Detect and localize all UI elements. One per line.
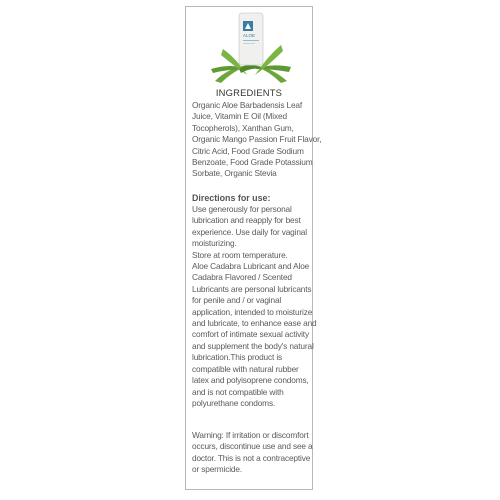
bottle-icon [239, 13, 263, 65]
directions-line: Aloe Cadabra Lubricant and Aloe [192, 261, 310, 272]
product-image [209, 9, 293, 85]
warning-line: doctor. This is not a contraceptive [192, 452, 311, 463]
directions-line: latex and polyisoprene condoms, [192, 375, 309, 386]
directions-line: for penile and / or vaginal [192, 295, 282, 306]
directions-line: and lubricate, to enhance ease and [192, 318, 317, 329]
warning-line: Warning: If irritation or discomfort [192, 430, 309, 440]
directions-line: Use generously for personal [192, 204, 292, 214]
brand-logo-text: ALOE [243, 33, 256, 38]
directions-line: Lubricants are personal lubricants [192, 283, 312, 294]
ingredients-line: Juice, Vitamin E Oil (Mixed [192, 111, 287, 122]
directions-line: Cadabra Flavored / Scented [192, 272, 292, 283]
ingredients-line: Sorbate, Organic Stevia [192, 168, 277, 179]
ingredients-line: Organic Mango Passion Fruit Flavor, [192, 134, 322, 145]
directions-line: application, intended to moisturize [192, 306, 313, 317]
directions-line: compatible with natural rubber [192, 363, 299, 374]
directions-text [192, 204, 317, 409]
directions-line: and is not compatible with [192, 386, 284, 397]
directions-line: polyurethane condoms. [192, 397, 276, 408]
product-info-panel [185, 6, 322, 490]
directions-line: lubrication.This product is [192, 352, 283, 363]
directions-line: experience. Use daily for vaginal [192, 226, 307, 237]
ingredients-list [192, 100, 322, 180]
directions-line: comfort of intimate sexual activity [192, 329, 309, 340]
warning-line: or spermicide. [192, 464, 243, 475]
ingredients-line: Citric Acid, Food Grade Sodium [192, 145, 304, 156]
ingredients-line: Tocopherols), Xanthan Gum, [192, 122, 294, 133]
warning-line: occurs, discontinue use and see a [192, 441, 313, 452]
directions-heading: Directions for use: [192, 193, 271, 203]
ingredients-heading: INGREDIENTS [215, 87, 283, 98]
warning-text [192, 430, 314, 476]
ingredients-line: Benzoate, Food Grade Potassium [192, 157, 313, 168]
directions-line: moisturizing. [192, 238, 237, 249]
directions-line: Store at room temperature. [192, 249, 288, 260]
directions-line: and supplement the body's natural [192, 340, 314, 351]
directions-line: lubrication and reapply for best [192, 215, 301, 226]
ingredients-line: Organic Aloe Barbadensis Leaf [192, 100, 303, 110]
